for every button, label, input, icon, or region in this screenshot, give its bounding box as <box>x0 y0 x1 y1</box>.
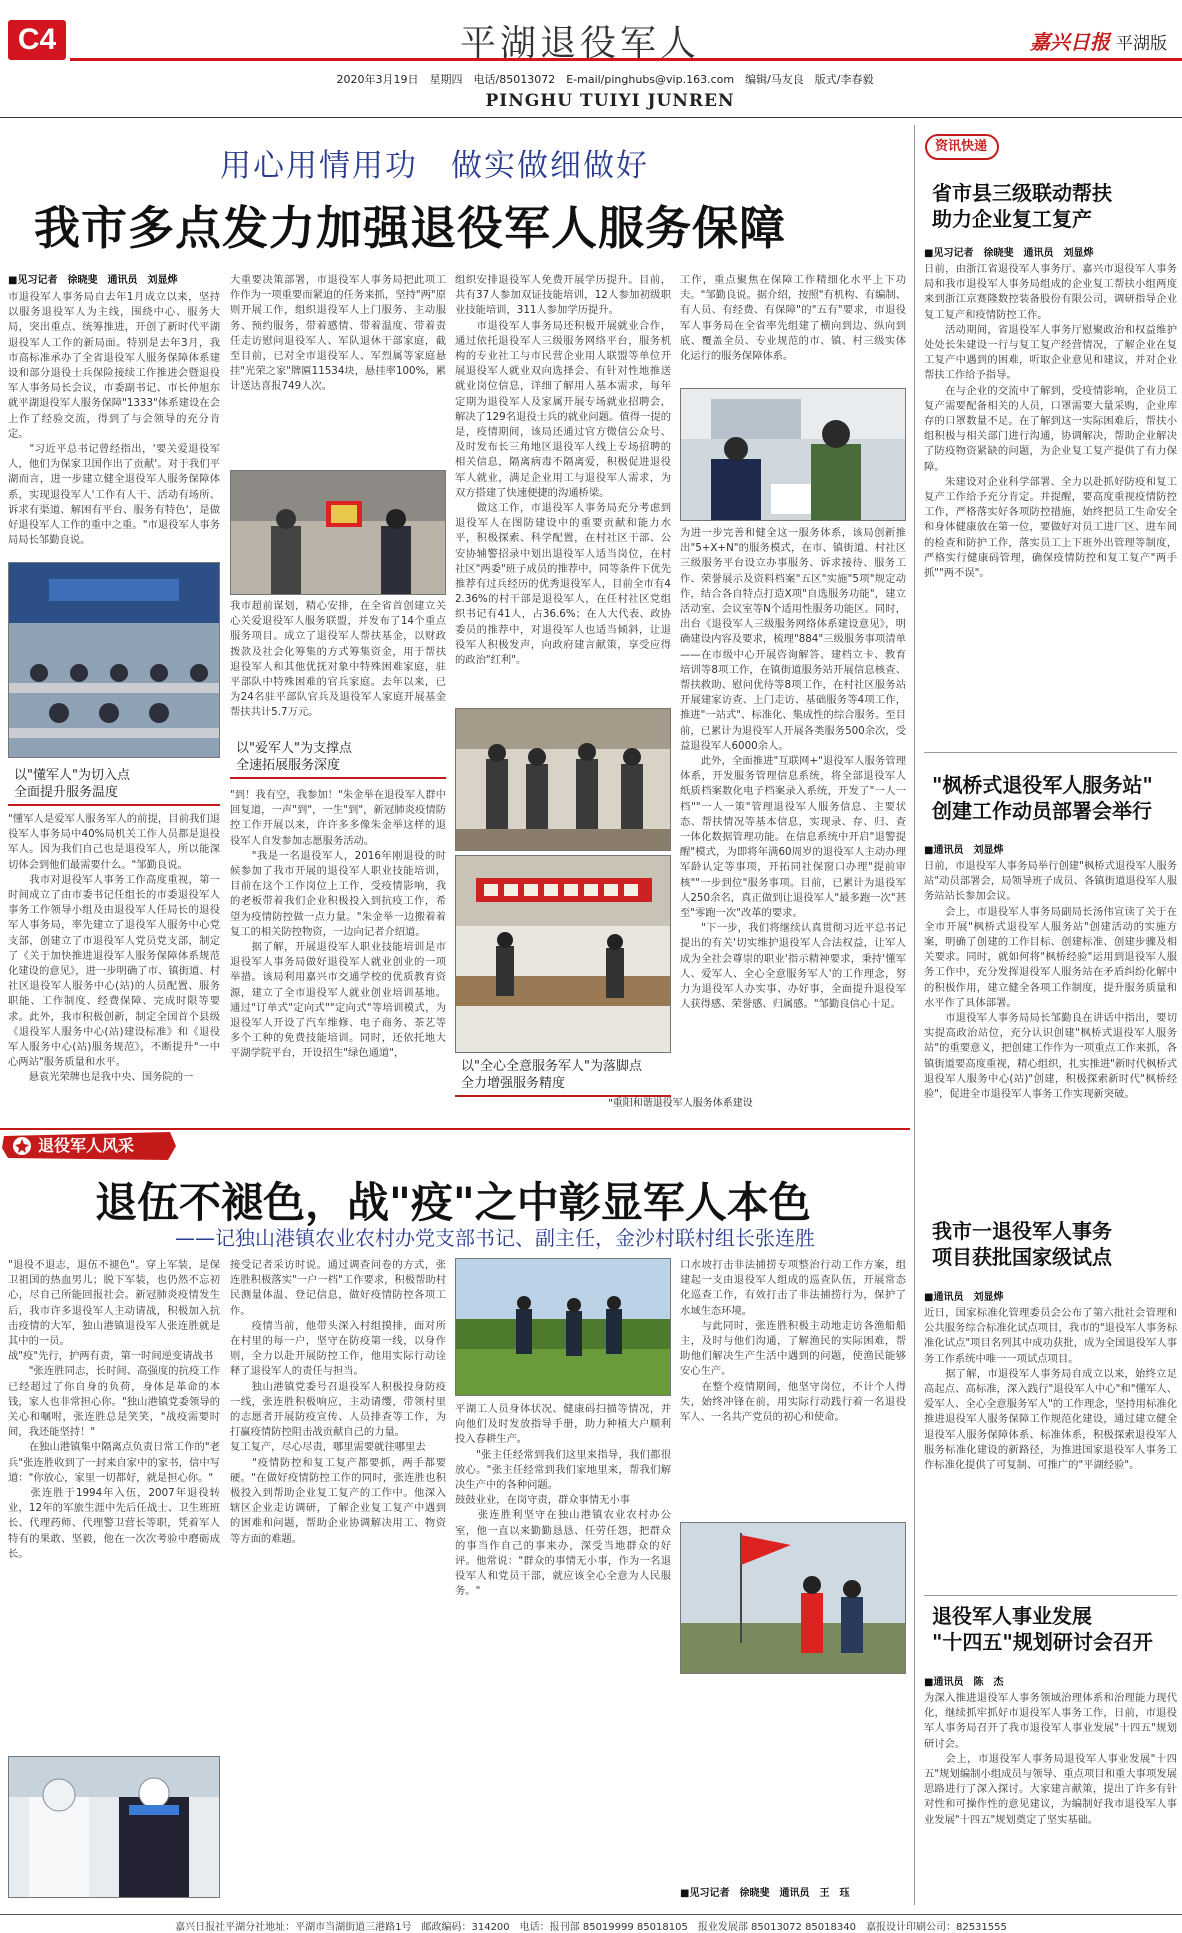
flag-photo-svg <box>681 1523 906 1674</box>
paper-logo-text: 嘉兴日报 <box>1030 30 1110 54</box>
sidebar-a4-byline: ■通讯员 陈 杰 <box>924 1677 1004 1688</box>
lead-col3-text: 组织安排退役军人免费开展学历提升。目前，共有37人参加双证技能培训，12人参加初级职业技能培训，311人参加学历提升。 市退役军人事务局还积极开展就业合作，通过依托退役军人三级服务网络平台，服务机构的专业社工与市民营企业用人联盟等单位开展退役军人就业双向选择会、有针对性地推送就业岗位信息，详细了解用人基本需求，每年定期为退役军人及家属开展专场就业招聘会，解决了129名退役士兵的就业问题。值得一提的是，疫情期间，该局还通过官方微信公众号、及时发布长三角地区退役军人线上专场招聘的相关信息，隔离病毒不隔离爱，积极促进退役军人就业，满足企业用工与退役军人需求，为双方搭建了快速便捷的沟通桥梁。 做这工作，市退役军人事务局充分考虑到退役军人在图防建设中的重要贡献和能力水平，积极探索、科学配置，在村社区干部、公安协辅警招录中划出退役军人适当岗位，在村社区"两委"班子成员的推荐中，同等条件下优先推荐有过兵经历的优秀退役军人，目前全市有42.36%的村干部是退役军人，在任村社区党组织书记有41人，占36.6%；在人大代表、政协委员的推荐中，对退役军人也适当倾斜，让退役军人积极发声，向政府建言献策，享受应得的政治"红利"。 <box>455 274 671 667</box>
medical-photo-svg <box>9 1757 220 1898</box>
page-footer: 嘉兴日报社平湖分社地址：平湖市当湖街道三港路1号 邮政编码：314200 电话：报刊部 85019999 85018105 报业发展部 85013072 85018340 嘉报设计印刷公司：82531555 <box>0 1914 1182 1933</box>
sidebar-a3-title: 我市一退役军人事务 项目获批国家级试点 <box>932 1219 1112 1269</box>
lead-subhead-a <box>8 767 220 806</box>
sidebar-a3-body: 近日，国家标准化管理委员会公布了第六批社会管理和公共服务综合标准化试点项目，我市的"退役军人事务标准化试点"项目名列其中成功获批，成为全国退役军人事务工作系统中唯一一项试点项目。 据了解，市退役军人事务局自成立以来，始终立足高起点、高标准，深入践行"退役军人中心"和"懂军人、爱军人、全心全意服务军人"的工作理念，坚持用标准化推进退役军人服务保障工作规范化建设，通过建立健全退役军人服务保障体系、标准体系，积极探索退役军人服务标准化建设的新路径，为推进国家退役军人事务工作标准化提供了可复制、可推广的"平湖经验"。 <box>924 1307 1177 1472</box>
feature-photo-medical <box>8 1756 220 1898</box>
plaque-photo-svg <box>231 471 446 595</box>
sidebar-a2-byline: ■通讯员 刘显烨 <box>924 845 1004 856</box>
sidebar-a4-title: 退役军人事业发展 "十四五"规划研讨会召开 <box>932 1604 1153 1654</box>
lead-col1b-text: "懂军人是爱军人服务军人的前提，目前我们退役军人事务局中40%局机关工作人员都是退役军人。因为我们自己也是退役军人，所以能深切体会到他们最需要什么。"邹勤良说。 我市对退役军人事务工作高度重视，第一时间成立了由市委书记任组长的市委退役军人事务工作领导小组及由退役军人任局长的退役军人事务局，率先建立了退役军人服务中心党支部，创建立了市退役军人党员党支部，制定了《关于加快推进退役军人服务保障体系规范化建设的意见》，进一步明确了市、镇街道、村社区退役军人服务中心(站)的人员配置、服务职能、工作制度、经费保障、完成时限等要求。此外，我市积极创新，制定全国首个县级《退役军人服务中心(站)建设标准》和《退役军人服务中心(站)服务规范》，不断提升"一中心两站"服务质量和水平。 悬袁光荣牌也是我中央、国务院的一 <box>8 813 220 1084</box>
lead-photo-visit <box>680 388 906 521</box>
edition-label: 平湖版 <box>1116 34 1167 54</box>
lead-subtitle: 用心用情用功 做实做细做好 <box>220 148 649 184</box>
lead-col2c-text: "到！我有空，我参加！"朱金举在退役军人群中回复道，一声"到"，一生"到"，新冠肺炎疫情防控工作开展以来，许许多多像朱金举这样的退役军人自发参加志愿服务活动。 "我是一名退役军人，2016年刚退役的时候参加了我市开展的退役军人职业技能培训，目前在这个工作岗位上工作，受疫情影响，我的老板带着我们企业积极投入到抗疫工作，希望为疫情防控做一点力量。"朱金举一边搬着着复工的相关防控物资，一边向记者介绍道。 据了解，开展退役军人职业技能培训是市退役军人事务局做好退役军人就业创业的一项举措。该局利用嘉兴市交通学校的优质教育资源，建立了全市退役军人就业创业培训基地。通过"订单式"定向式""定向式"等培训模式，为退役军人开设了汽车维修、电子商务、茶艺等多个工种的免费技能培训。同时，还依托地大平湖学院平台，开设招生"绿色通道"， <box>230 789 446 1060</box>
lead-col4a-text: 工作，重点聚焦在保障工作精细化水平上下功夫。"邹勤良说。据介绍，按照"有机构、有编制、有人员、有经费、有保障"的"五有"要求，市退役军人事务局在全省率先组建了横向到边、纵向到底、覆盖全员、专业规范的市、镇、村三级实体化运行的服务保障体系。 <box>680 274 906 363</box>
sidebar-a1-title: 省市县三级联动帮扶 助力企业复工复产 <box>932 181 1112 231</box>
sidebar-a3-byline: ■通讯员 刘显烨 <box>924 1292 1004 1303</box>
sidebar-a2-body: 日前，市退役军人事务局举行创建"枫桥式退役军人服务站"动员部署会，局领导班子成员、各镇街道退役军人服务站站长参加会议。 会上，市退役军人事务局副局长汤伟宣读了关于在全市开展"枫桥式退役军人服务站"创建活动的实施方案，明确了创建的工作目标、创建标准、创建步骤及相关要求。同时，就如何将"枫桥经验"运用到退役军人服务工作中，充分发挥退役军人服务站在矛盾纠纷化解中的积极作用，建立健全各项工作制度，提升服务质量和水平作了具体部署。 市退役军人事务局局长邹勤良在讲话中指出，要切实提高政治站位，充分认识创建"枫桥式退役军人服务站"的重要意义，把创建工作作为一项重点工作来抓，各镇街道要高度重视，精心组织，扎实推进"新时代枫桥式退役军人服务中心(站)"创建，积极探索新时代"枫桥经验"，促进全市退役军人事务工作实现新突破。 <box>924 860 1177 1101</box>
lead-subhead-a-text: 以"懂军人"为切入点 全面提升服务温度 <box>14 768 130 800</box>
sidebar-a2-title: "枫桥式退役军人服务站" 创建工作动员部署会举行 <box>932 773 1153 823</box>
sidebar-a1-body: 日前，由浙江省退役军人事务厅、嘉兴市退役军人事务局和我市退役军人事务局组成的企业复工帮扶小组两度来到浙江京赛隆数控装备股份有限公司，调研指导企业复工复产和疫情防控工作。 活动期间，省退役军人事务厅慰聚政治和权益维护处处长朱建设一行与复工复产经营情况，了解企业在复工复产中遇到的困难，听取企业意见和建议，并对企业帮扶工作给予指导。 在与企业的交流中了解到，受疫情影响，企业员工复产需要配备相关的人员，口罩需要大量采购，企业库存的口罩数量不足。在了解到这一实际困难后，帮扶小组积极与相关部门进行沟通，协调解决，帮助企业解决了防疫物资紧缺的问题，为企业复工复产提供了有力保障。 朱建设对企业科学部署、全力以赴抓好防疫和复工复产工作给予充分肯定。并提醒，要高度重视疫情防控工作，严格落实好各项防控措施，始终把员工生命安全和身体健康放在第一位，要做好对员工进厂区、进车间的检查和防护工作，落实员工上下班外出管理等制度，严格实行健康码管理，确保疫情防控和复工复产"两手抓""两不误"。 <box>924 263 1177 580</box>
sidebar-rule-2 <box>924 1595 1177 1596</box>
dateline: 2020年3月19日 星期四 电话/85013072 E-mail/pinghubs@vip.163.com 编辑/马友良 版式/李春毅 <box>336 73 874 86</box>
paper-logo <box>1030 26 1167 55</box>
lead-col2-text: 大重要决策部署，市退役军人事务局把此项工作作为一项重要而紧迫的任务来抓，坚持"两"原则开展工作，组织退役军人上门服务、主动服务、预约服务，带着感情、带着温度、带着责任走访慰问退役军人、军队退休干部家庭，截至目前，已对全市退役军人、军烈属等家庭悬挂"光荣之家"牌匾11534块，悬挂率100%，累计送达喜报749人次。 <box>230 274 446 393</box>
lead-subhead-c-text: 以"全心全意服务军人"为落脚点 全力增强服务精度 <box>461 1059 642 1091</box>
feature-photo-field <box>455 1258 671 1396</box>
feature-tag-text: 退役军人风采 <box>38 1136 135 1155</box>
sidebar-a1-byline: ■见习记者 徐晓斐 通讯员 刘显烨 <box>924 248 1094 259</box>
lower-sidebar-divider <box>914 1235 915 1905</box>
hall-photo-svg <box>456 856 671 1053</box>
feature-col4-text: 口水坡打击非法捕捞专项整治行动工作方案，组建起一支由退役军人组成的巡查队伍，开展常态化巡查工作，有效打击了非法捕捞行为，保护了水域生态环境。 与此同时，张连胜积极主动地走访各渔船船主，及时与他们沟通，了解渔民的实际困难，帮助他们解决生产生活中遇到的问题，使渔民能够安心生产。 在整个疫情期间，他坚守岗位，不计个人得失，始终冲锋在前，用实际行动践行着一名退役军人、一名共产党员的初心和使命。 <box>680 1259 906 1424</box>
lead-subhead-b-text: 以"爱军人"为支撑点 全速拓展服务深度 <box>236 741 352 773</box>
section-title: 平湖退役军人 <box>459 23 700 64</box>
page-code-badge: C4 <box>8 20 66 60</box>
feature-col4b-text <box>680 1680 906 1880</box>
sidebar-label <box>925 134 999 160</box>
feature-headline: 退伍不褪色，战"疫"之中彰显军人本色 <box>95 1178 811 1227</box>
training-photo-svg <box>456 709 671 851</box>
masthead-bottom-rule <box>0 117 1182 118</box>
lead-subhead-b <box>230 740 446 779</box>
lead-col2b-text: 我市超前谋划，精心安排，在全省首创建立关心关爱退役军人服务联盟，并发布了14个重点服务项目。成立了退役军人帮扶基金，以财政拨款及社会化筹集的方式筹集资金，用于帮扶退役军人和其他优抚对象中特殊困难家庭，驻平部队中特殊困难的官兵家庭。去年以来，已为24名驻平部队官兵及退役军人家庭开展基金帮扶共计5.7万元。 <box>230 600 446 719</box>
feature-photo-flag <box>680 1522 906 1674</box>
lead-subhead-c <box>455 1058 671 1097</box>
lead-caption: "重阳和谐退役军人服务体系建设 <box>608 1098 753 1109</box>
visit-photo-svg <box>681 389 906 521</box>
feature-subtitle: ——记独山港镇农业农村办党支部书记、副主任，金沙村联村组长张连胜 <box>175 1226 815 1250</box>
sidebar-label-text: 资讯快递 <box>935 139 988 154</box>
feature-col3-text: 平湖工人员身体状况、健康码扫描等情况，并向他们及时发放指导手册，助力种植大户顺利投入春耕生产。 "张主任经常到我们这里来指导，我们都很放心。"张主任经常到我们家地里来，帮我们解决生产中的各种问题。 鼓鼓业业，在岗守责，群众事情无小事 张连胜利坚守在独山港镇农业农村办公室，他一直以来勤勤恳恳、任劳任怨，把群众的事当作自己的事来办，深受当地群众的好评。他常说："群众的事情无小事，作为一名退役军人和党员干部，就应该全心全意为人民服务。" <box>455 1403 671 1598</box>
sidebar-rule-1 <box>924 752 1177 753</box>
feature-tag <box>0 1130 180 1162</box>
section-pinyin: PINGHU TUIYI JUNREN <box>485 91 735 111</box>
lead-photo-service-hall <box>455 855 671 1053</box>
feature-col2-text: 接受记者采访时说。通过调查问卷的方式，张连胜积极落实"一户一档"工作要求，积极帮助村民测量体温、登记信息，做好疫情防控各项工作。 疫情当前，他带头深入村组摸排，面对所在村里的每一户，坚守在防疫第一线，以身作则，全力以赴开展防控工作，他用实际行动诠释了退役军人的责任与担当。 独山港镇党委号召退役军人积极投身防疫一线，张连胜积极响应，主动请缨，带领村里的志愿者开展防疫宣传、人员排查等工作，为打赢疫情防控阻击战贡献自己的力量。 复工复产，尽心尽责，哪里需要就往哪里去 "疫情防控和复工复产都要抓，两手都要硬。"在做好疫情防控工作的同时，张连胜也积极投入到帮助企业复工复产的工作中。他深入辖区企业走访调研，了解企业复工复产中遇到的困难和问题，帮助企业协调解决用工、物资等方面的难题。 <box>230 1259 446 1545</box>
lead-photo-plaque <box>230 470 446 595</box>
lead-headline: 我市多点发力加强退役军人服务保障 <box>34 201 786 255</box>
lead-byline: ■见习记者 徐晓斐 通讯员 刘显烨 <box>8 275 178 286</box>
field-photo-svg <box>456 1259 671 1396</box>
meeting-photo-svg <box>9 563 220 758</box>
lead-photo-meeting <box>8 562 220 758</box>
sidebar-a4-body: 为深入推进退役军人事务领域治理体系和治理能力现代化，继续抓牢抓好市退役军人事务工作，日前，市退役军人事务局召开了我市退役军人事业发展"十四五"规划研讨会。 会上，市退役军人事务局退役军人事业发展"十四五"规划编制小组成员与领导、重点项目和重大事项发展思路进行了深入探讨。大家建言献策，提出了许多有针对性和可操作性的意见建议，为编制好我市退役军人事业发展"十四五"规划奠定了坚实基础。 <box>924 1692 1177 1826</box>
feature-byline: ■见习记者 徐晓斐 通讯员 王 珏 <box>680 1888 850 1899</box>
lead-col4b-text: 为进一步完善和健全这一服务体系，该局创新推出"5+X+N"的服务模式，在市、镇街道、村社区三级服务平台设立办事服务、诉求接待、服务工作、荣誉展示及资料档案"五区"实施"5项"规定动作，结合各自特点打造X项"自选服务功能"，建立活动室、会议室等N个适用性服务功能区。同时，出台《退役军人三级服务网络体系建设意见》，明确建设内容及要求，梳理"884"三级服务事项清单——在市级中心开展咨询解答、建档立卡、教育培训等8项工作，在镇街道服务站开展信息核查、帮扶救助、慰问优待等8项工作，在村社区服务站开展建家访查、上门走访、基础服务等4项工作，推进"一站式"、标准化、集成性的综合服务。至目前，已累计为退役军人开展各类服务500余次，受益退役军人6000余人。 此外，全面推进"互联网+"退役军人服务管理体系，开发服务管理信息系统，将全部退役军人纸质档案数化电子档案录入系统，开发了"一人一档""一人一策"管理退役军人服务信息、主要状态、帮扶情况等基本信息，实现录、存、归、查一体化数据管理功能。在信息系统中开启"退警提醒"模式，为即将年满60周岁的退役军人主动办理军龄认定等事项，开拓同社保窗口办理"提前审核""一步到位"服务事项。目前，已累计为退役军人250余名，真正做到让退役军人"最多跑一次"甚至"零跑一次"改革的要求。 "下一步，我们将继续认真贯彻习近平总书记提出的有关'切实维护退役军人合法权益，让军人成为全社会尊崇的职业'指示精神要求，秉持'懂军人、爱军人、全心全意服务军人'的工作理念，努力为退役军人办实事、办好事，全面提升退役军人获得感、荣誉感、归属感。"邹勤良信心十足。 <box>680 527 906 1011</box>
feature-col1-text: "退役不退志，退伍不褪色"。穿上军装，是保卫祖国的热血男儿；脱下军装，也仍然不忘初心，尽自己所能回报社会。新冠肺炎疫情发生后，我市许多退役军人主动请战，积极加入抗击疫情的大军，独山港镇退役军人张连胜就是其中的一员。 战"疫"先行，护两有责，第一时间逆变请战书 "张连胜同志，长时间、高强度的抗疫工作已经超过了你自身的负荷，身体是革命的本钱，家人也非常担心你。"独山港镇党委领导的关心和嘱咐，张连胜总是笑笑，"战疫需要时间，我还能坚持！" 在独山港镇集中隔离点负责日常工作的"老兵"张连胜收到了一封来自家中的家书，信中写道："你放心，家里一切都好，就是担心你。" 张连胜于1994年入伍，2007年退役转业，12年的军旅生涯中先后任战士、卫生班班长、代理药师、代理警卫营长等职，凭着军人特有的果敢、坚毅，他在一次次考验中磨砺成长。 <box>8 1259 220 1560</box>
sidebar-divider <box>914 125 915 1235</box>
lead-col1-text: 市退役军人事务局自去年1月成立以来，坚持以服务退役军人为主线，围绕中心、服务大局，突出重点、统筹推进，开创了新时代平湖退役军人工作的新局面。特别是去年3月，我市高标准承办了全省退役军人服务保障体系建设和部分退役士兵保险接续工作推进会暨退役军人事务局长会议，市委副书记、市长仲旭东就平湖退役军人服务保障"1333"体系建设在会上作了经验交流，得到了与会领导的充分肯定。 "习近平总书记曾经指出，'要关爱退役军人，他们为保家卫国作出了贡献'。对于我们平湖而言，进一步建立健全退役军人服务保障体系，实现退役军人'工作有人干、活动有场所、诉求有渠道、解困有平台、服务有特色'，是做好退役军人工作的重中之重。"市退役军人事务局局长邹勤良说。 <box>8 291 220 547</box>
lead-photo-training <box>455 708 671 851</box>
